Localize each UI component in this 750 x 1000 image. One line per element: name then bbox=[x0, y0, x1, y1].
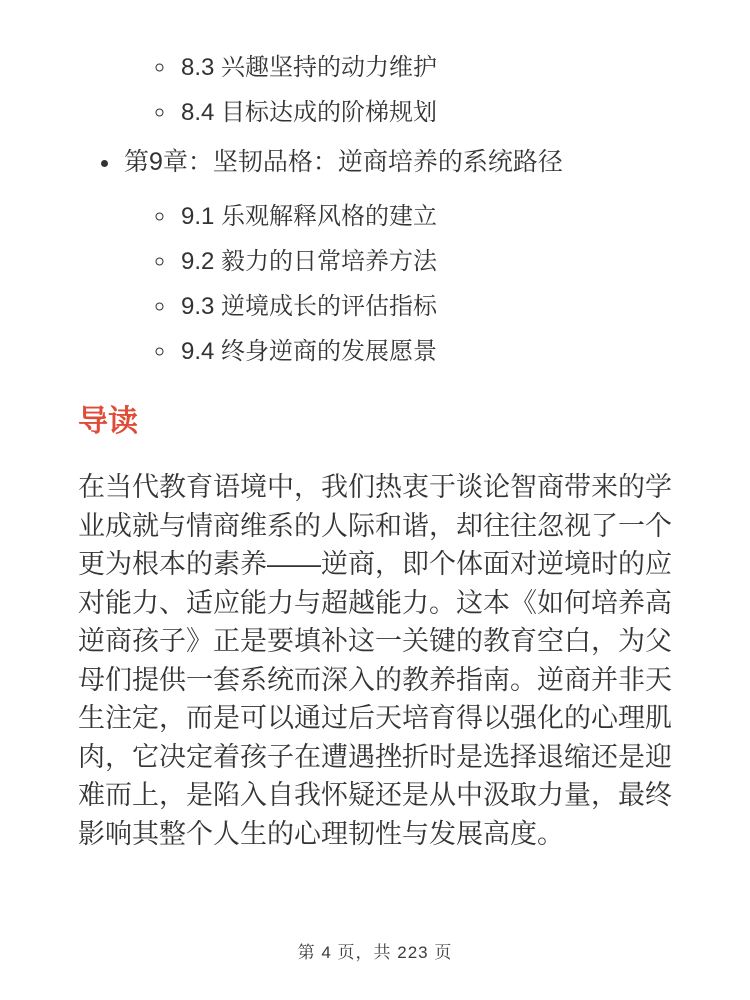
toc-item-9-1: ◦ 9.1 乐观解释风格的建立 bbox=[177, 201, 675, 233]
toc-item-9-3: ◦ 9.3 逆境成长的评估指标 bbox=[177, 291, 675, 323]
page-number-footer: 第 4 页，共 223 页 bbox=[297, 943, 453, 962]
reading-guide-heading: 导读 bbox=[78, 405, 138, 438]
toc-item-9-4: ◦ 9.4 终身逆商的发展愿景 bbox=[177, 336, 675, 368]
toc-chapter8-sublist bbox=[78, 52, 675, 129]
toc-item-8-3: ◦ 8.3 兴趣坚持的动力维护 bbox=[177, 52, 675, 84]
toc-chapter9 bbox=[122, 145, 675, 368]
toc-chapter9-title: 第9章：坚韧品格：逆商培养的系统路径 bbox=[124, 148, 563, 176]
toc-item-9-2: ◦ 9.2 毅力的日常培养方法 bbox=[177, 246, 675, 278]
toc-item-8-4: ◦ 8.4 目标达成的阶梯规划 bbox=[177, 97, 675, 129]
reading-guide-paragraph: 在当代教育语境中，我们热衷于谈论智商带来的学业成就与情商维系的人际和谐，却往往忽视了一个更为根本的素养——逆商，即个体面对逆境时的应对能力、适应能力与超越能力。这本《如何培养高逆商孩子》正是要填补这一关键的教育空白，为父母们提供一套系统而深入的教养指南。逆商并非天生注定，而是可以通过后天培育得以强化的心理肌肉，它决定着孩子在遭遇挫折时是选择退缩还是迎难而上，是陷入自我怀疑还是从中汲取力量，最终影响其整个人生的心理韧性与发展高度。 bbox=[78, 472, 672, 849]
toc-chapter-list bbox=[78, 145, 675, 368]
toc-chapter9-sublist bbox=[124, 201, 675, 368]
